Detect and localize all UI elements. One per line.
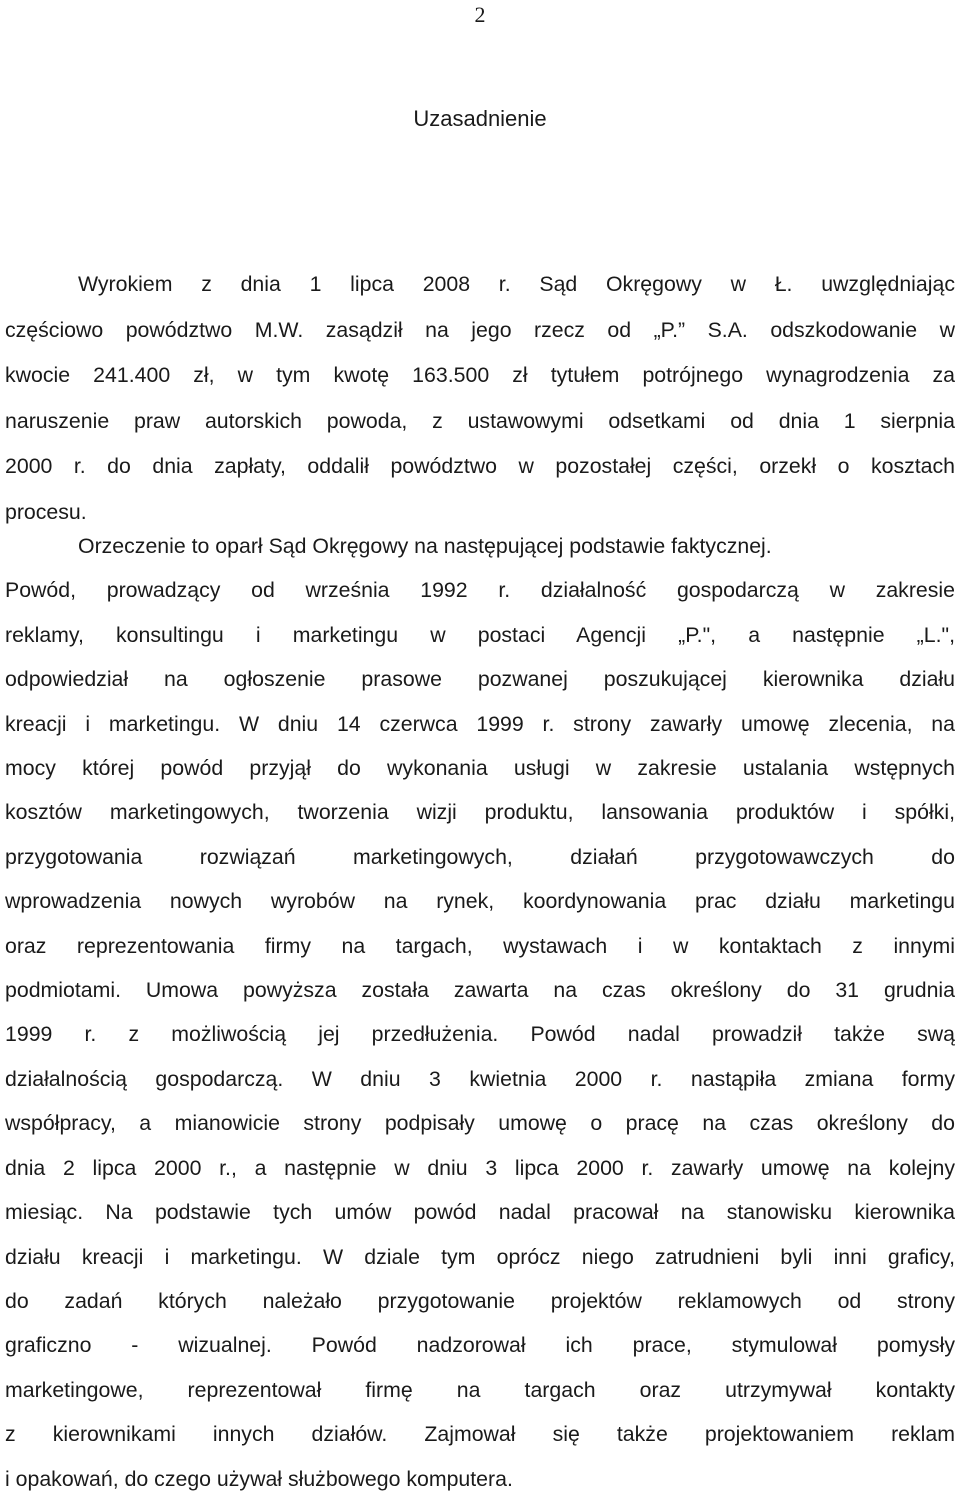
text-line: graficzno - wizualnej. Powód nadzorował ich prace, stymulował pomysły (5, 1333, 955, 1358)
text-line: marketingowe, reprezentował firmę na targach oraz utrzymywał kontakty (5, 1377, 955, 1402)
text-line: miesiąc. Na podstawie tych umów powód nadal pracował na stanowisku kierownika (5, 1200, 955, 1225)
text-line: Powód, prowadzący od września 1992 r. działalność gospodarczą w zakresie (5, 578, 955, 603)
text-line: naruszenie praw autorskich powoda, z ustawowymi odsetkami od dnia 1 sierpnia (5, 408, 955, 433)
text-line: do zadań których należało przygotowanie projektów reklamowych od strony (5, 1288, 955, 1313)
text-line: z kierownikami innych działów. Zajmował się także projektowaniem reklam (5, 1422, 955, 1447)
text-line: częściowo powództwo M.W. zasądził na jego rzecz od „P.” S.A. odszkodowanie w (5, 317, 955, 342)
text-line: Wyrokiem z dnia 1 lipca 2008 r. Sąd Okręgowy w Ł. uwzględniając (78, 272, 955, 296)
text-line: i opakowań, do czego używał służbowego komputera. (5, 1466, 513, 1491)
text-line: 1999 r. z możliwością jej przedłużenia. Powód nadal prowadził także swą (5, 1022, 955, 1047)
text-line: współpracy, a mianowicie strony podpisały umowę o pracę na czas określony do (5, 1111, 955, 1136)
text-line: działalnością gospodarczą. W dniu 3 kwietnia 2000 r. nastąpiła zmiana formy (5, 1066, 955, 1091)
text-line: wprowadzenia nowych wyrobów na rynek, koordynowania prac działu marketingu (5, 889, 955, 914)
text-line: kwocie 241.400 zł, w tym kwotę 163.500 zł tytułem potrójnego wynagrodzenia za (5, 363, 955, 387)
text-line: działu kreacji i marketingu. W dziale tym oprócz niego zatrudnieni byli inni graficy, (5, 1244, 955, 1269)
text-line: oraz reprezentowania firmy na targach, wystawach i w kontaktach z innymi (5, 933, 955, 958)
page-number: 2 (474, 2, 486, 27)
paragraph-2 (5, 524, 955, 1501)
text-line: odpowiedział na ogłoszenie prasowe pozwanej poszukującej kierownika działu (5, 667, 955, 692)
text-line: kreacji i marketingu. W dniu 14 czerwca 1999 r. strony zawarły umowę zlecenia, na (5, 711, 955, 736)
text-line: mocy której powód przyjął do wykonania usługi w zakresie ustalania wstępnych (5, 756, 955, 781)
text-line: przygotowania rozwiązań marketingowych, działań przygotowawczych do (5, 844, 955, 869)
text-line: kosztów marketingowych, tworzenia wizji produktu, lansowania produktów i spółki, (5, 800, 955, 825)
text-line: dnia 2 lipca 2000 r., a następnie w dniu 3 lipca 2000 r. zawarły umowę na kolejny (5, 1155, 955, 1180)
text-line: podmiotami. Umowa powyższa została zawarta na czas określony do 31 grudnia (5, 978, 955, 1003)
text-line: 2000 r. do dnia zapłaty, oddalił powództwo w pozostałej części, orzekł o kosztach (5, 454, 955, 478)
text-line: procesu. (5, 499, 87, 524)
text-line: reklamy, konsultingu i marketingu w postaci Agencji „P.", a następnie „L.", (5, 622, 955, 647)
paragraph-1 (5, 262, 955, 535)
document-heading: Uzasadnienie (413, 106, 547, 131)
text-line: Orzeczenie to oparł Sąd Okręgowy na następującej podstawie faktycznej. (78, 534, 772, 558)
